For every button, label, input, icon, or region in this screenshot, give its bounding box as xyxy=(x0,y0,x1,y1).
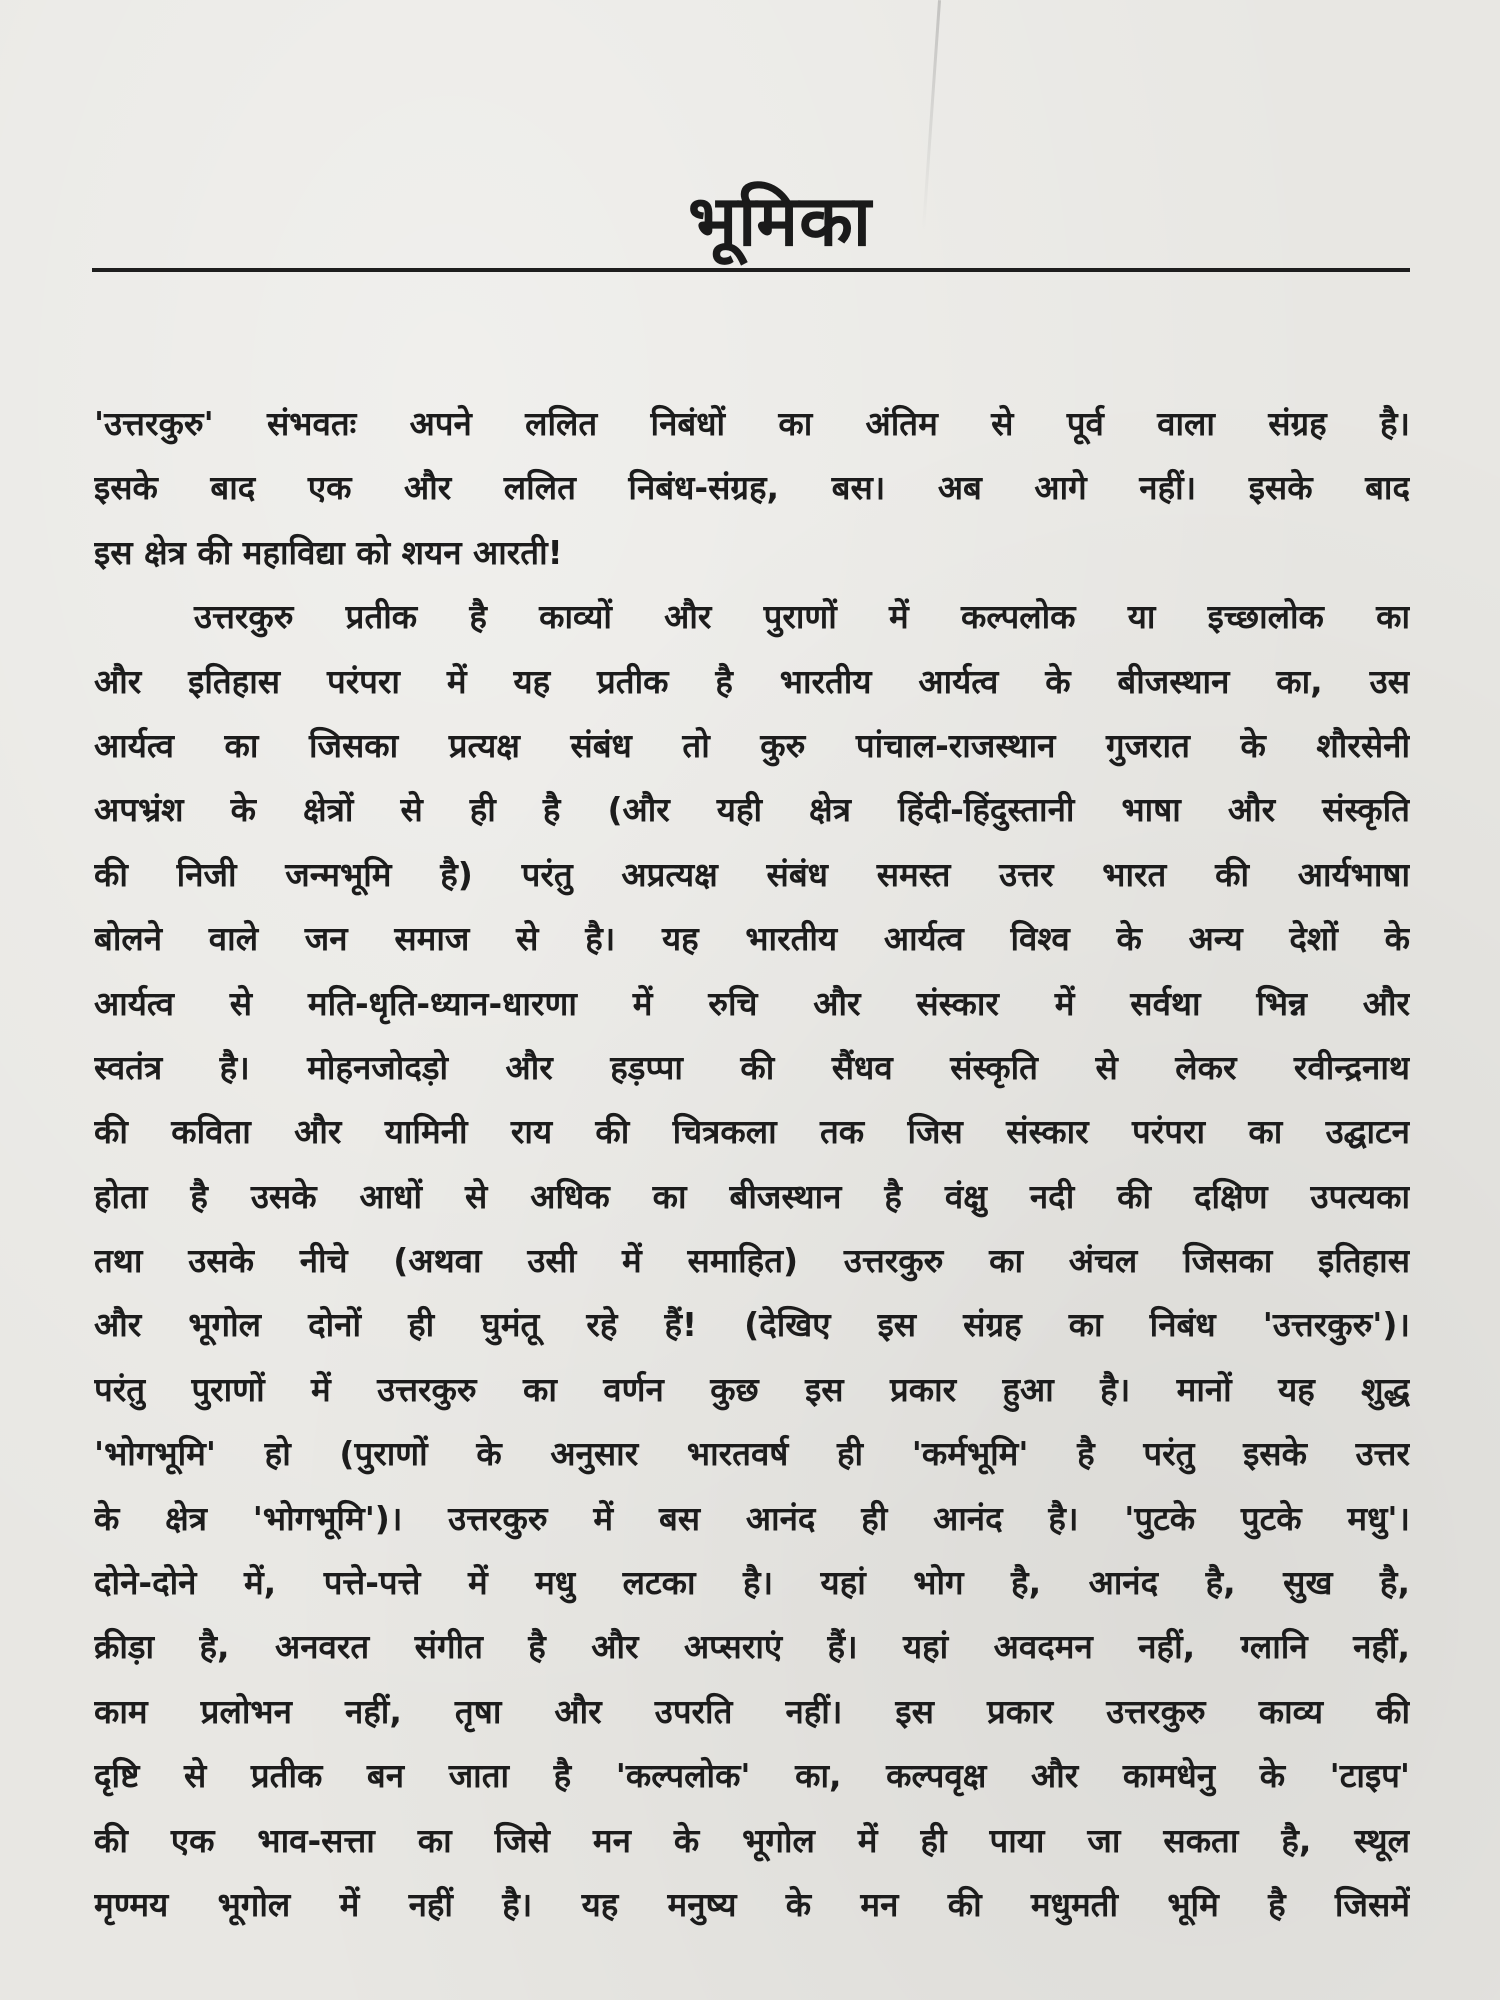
page-title: भूमिका xyxy=(687,180,873,262)
text-line: परंतु पुराणों में उत्तरकुरु का वर्णन कुछ इस प्रकार हुआ है। मानों यह शुद्ध xyxy=(94,1369,1410,1409)
text-line: दोने-दोने में, पत्ते-पत्ते में मधु लटका है। यहां भोग है, आनंद है, सुख है, xyxy=(94,1563,1410,1603)
text-line: काम प्रलोभन नहीं, तृषा और उपरति नहीं। इस प्रकार उत्तरकुरु काव्य की xyxy=(94,1691,1410,1731)
body-text xyxy=(94,392,1410,1937)
title-rule xyxy=(92,268,1410,272)
paper-crease xyxy=(922,0,941,230)
text-line: के क्षेत्र 'भोगभूमि')। उत्तरकुरु में बस आनंद ही आनंद है। 'पुटके पुटके मधु'। xyxy=(94,1498,1410,1538)
text-line: तथा उसके नीचे (अथवा उसी में समाहित) उत्तरकुरु का अंचल जिसका इतिहास xyxy=(94,1241,1410,1281)
text-line: होता है उसके आधों से अधिक का बीजस्थान है वंक्षु नदी की दक्षिण उपत्यका xyxy=(94,1176,1410,1216)
text-line: आर्यत्व से मति-धृति-ध्यान-धारणा में रुचि और संस्कार में सर्वथा भिन्न और xyxy=(94,983,1410,1023)
text-line: और इतिहास परंपरा में यह प्रतीक है भारतीय आर्यत्व के बीजस्थान का, उस xyxy=(94,661,1410,701)
text-line: अपभ्रंश के क्षेत्रों से ही है (और यही क्षेत्र हिंदी-हिंदुस्तानी भाषा और संस्कृति xyxy=(94,790,1410,830)
text-line: इस क्षेत्र की महाविद्या को शयन आरती! xyxy=(94,532,563,572)
text-line: मृण्मय भूगोल में नहीं है। यह मनुष्य के मन की मधुमती भूमि है जिसमें xyxy=(94,1884,1410,1924)
text-line: आर्यत्व का जिसका प्रत्यक्ष संबंध तो कुरु पांचाल-राजस्थान गुजरात के शौरसेनी xyxy=(94,725,1410,765)
text-line: स्वतंत्र है। मोहनजोदड़ो और हड़प्पा की सैंधव संस्कृति से लेकर रवीन्द्रनाथ xyxy=(94,1047,1410,1087)
text-line: बोलने वाले जन समाज से है। यह भारतीय आर्यत्व विश्व के अन्य देशों के xyxy=(94,919,1410,959)
text-line: और भूगोल दोनों ही घुमंतू रहे हैं! (देखिए इस संग्रह का निबंध 'उत्तरकुरु')। xyxy=(94,1305,1410,1345)
text-line: उत्तरकुरु प्रतीक है काव्यों और पुराणों में कल्पलोक या इच्छालोक का xyxy=(194,597,1410,637)
title-block xyxy=(660,170,900,266)
text-line: दृष्टि से प्रतीक बन जाता है 'कल्पलोक' का, कल्पवृक्ष और कामधेनु के 'टाइप' xyxy=(94,1756,1410,1796)
text-line: की कविता और यामिनी राय की चित्रकला तक जिस संस्कार परंपरा का उद्घाटन xyxy=(94,1112,1410,1152)
text-line: की निजी जन्मभूमि है) परंतु अप्रत्यक्ष संबंध समस्त उत्तर भारत की आर्यभाषा xyxy=(94,854,1410,894)
text-line: की एक भाव-सत्ता का जिसे मन के भूगोल में ही पाया जा सकता है, स्थूल xyxy=(94,1820,1410,1860)
text-line: 'भोगभूमि' हो (पुराणों के अनुसार भारतवर्ष ही 'कर्मभूमि' है परंतु इसके उत्तर xyxy=(94,1434,1410,1474)
text-line: क्रीड़ा है, अनवरत संगीत है और अप्सराएं हैं। यहां अवदमन नहीं, ग्लानि नहीं, xyxy=(94,1627,1410,1667)
text-line: इसके बाद एक और ललित निबंध-संग्रह, बस। अब आगे नहीं। इसके बाद xyxy=(94,468,1410,508)
text-line: 'उत्तरकुरु' संभवतः अपने ललित निबंधों का अंतिम से पूर्व वाला संग्रह है। xyxy=(94,404,1410,443)
